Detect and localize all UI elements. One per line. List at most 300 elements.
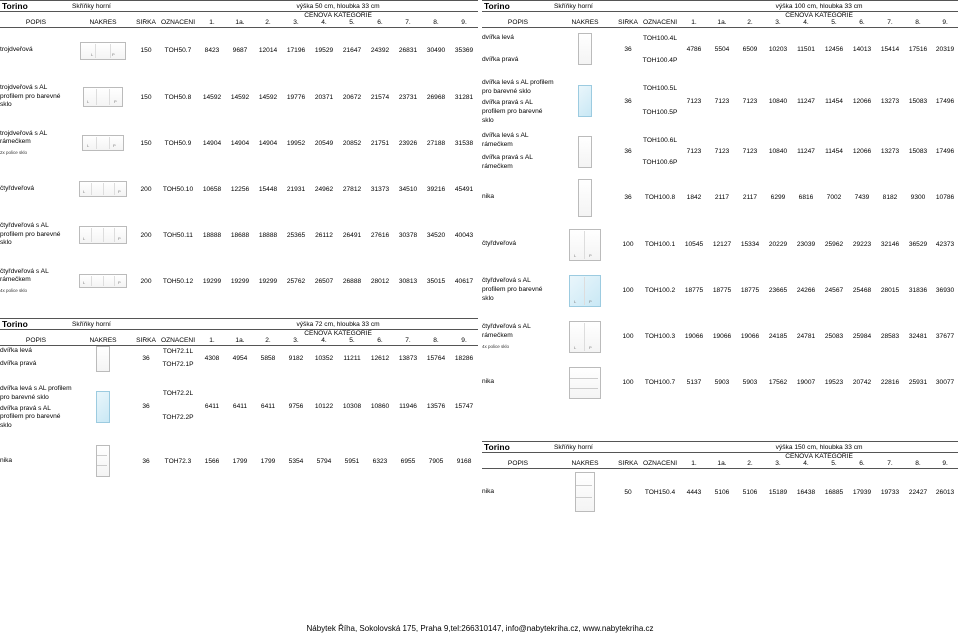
price-cell: 26112 (315, 231, 333, 239)
width-cell: 36 (142, 457, 150, 465)
col-header: NÁKRES (72, 19, 134, 27)
table-row (482, 268, 958, 314)
width-cell: 100 (622, 379, 634, 387)
price-cell: 26491 (342, 231, 362, 239)
price-cell: 12456 (824, 45, 844, 53)
price-cell: 40043 (454, 231, 474, 239)
price-cell: 37677 (935, 333, 955, 341)
price-cell: 5137 (686, 379, 702, 387)
price-cell: 25468 (852, 287, 872, 295)
price-cell: 32146 (880, 241, 900, 249)
price-cell: 9756 (288, 403, 304, 411)
price-cell: 12066 (852, 148, 872, 156)
price-cell: 25083 (824, 333, 844, 341)
price-cell: 9687 (232, 47, 248, 55)
price-cell: 6816 (798, 194, 814, 202)
price-table-72cm (0, 318, 478, 483)
price-cell: 7123 (714, 97, 730, 105)
table-72cm (0, 318, 478, 483)
width-cell: 36 (624, 194, 632, 202)
table-row (0, 74, 478, 120)
code-cell: TOH100.4L (643, 34, 677, 42)
dimensions: výška 72 cm, hloubka 33 cm (198, 319, 478, 330)
col-header: 5. (820, 19, 848, 27)
price-cell: 16438 (796, 488, 816, 496)
price-cell: 19007 (796, 379, 816, 387)
price-cell: 10658 (202, 185, 222, 193)
row-description: nika (482, 193, 495, 201)
cabinet-drawing-icon (578, 33, 592, 65)
price-cell: 17496 (935, 97, 955, 105)
code-cell: TOH50.7 (164, 47, 192, 55)
col-header: 9. (450, 19, 478, 27)
price-cell: 7123 (742, 97, 758, 105)
col-header: 5. (338, 19, 366, 27)
row-description: nika (482, 487, 495, 495)
price-cell: 15334 (740, 241, 760, 249)
table-row (0, 345, 478, 358)
price-cell: 19776 (286, 93, 306, 101)
price-cell: 26507 (314, 277, 334, 285)
row-note: 2x police sklo (0, 150, 28, 156)
cabinet-sketch (554, 27, 616, 71)
cabinet-sketch (72, 212, 134, 258)
price-cell: 23731 (398, 93, 418, 101)
col-header: POPIS (482, 19, 554, 27)
table-row (482, 468, 958, 516)
section-title: Torino (482, 442, 554, 453)
price-cell: 11247 (797, 97, 815, 105)
cabinet-drawing-icon: L P (79, 274, 127, 288)
price-category: CENOVÁ KATEGORIE (680, 12, 958, 20)
code-cell: TOH50.11 (163, 231, 193, 239)
row-description: dvířka pravá s AL rámečkem (482, 153, 533, 170)
price-cell: 14904 (258, 139, 278, 147)
col-header: 1. (680, 19, 708, 27)
cabinet-drawing-icon (578, 179, 592, 217)
price-cell: 6411 (232, 403, 248, 411)
row-description: nika (482, 378, 495, 386)
table-row (482, 130, 958, 152)
price-cell: 25962 (824, 241, 844, 249)
cabinet-sketch (72, 120, 134, 166)
price-cell: 15747 (454, 403, 474, 411)
row-description: nika (0, 456, 13, 464)
price-cell: 23665 (768, 287, 788, 295)
col-header: 6. (848, 460, 876, 468)
row-description: dvířka levá s AL profilem pro barevné sklo (0, 384, 72, 401)
width-cell: 100 (622, 287, 634, 295)
cabinet-drawing-icon: L P (569, 275, 601, 307)
price-cell: 12066 (852, 97, 872, 105)
price-cell: 22816 (880, 379, 900, 387)
code-cell: TOH100.5L (643, 84, 677, 92)
col-header: 5. (820, 460, 848, 468)
subtitle: Skříňky horní (72, 1, 198, 12)
price-cell: 6411 (204, 403, 220, 411)
price-cell: 40617 (454, 277, 474, 285)
price-cell: 25365 (286, 231, 306, 239)
code-cell: TOH100.6L (643, 137, 677, 145)
price-cell: 31836 (908, 287, 928, 295)
price-cell: 24266 (796, 287, 816, 295)
price-cell: 7002 (826, 194, 842, 202)
col-header: ŠÍŘKA (616, 460, 640, 468)
col-header: 1a. (226, 337, 254, 345)
price-cell: 25762 (286, 277, 306, 285)
price-cell: 20672 (342, 93, 362, 101)
price-cell: 17939 (852, 488, 872, 496)
price-cell: 10840 (768, 97, 788, 105)
col-header: 9. (450, 337, 478, 345)
price-category: CENOVÁ KATEGORIE (198, 12, 478, 20)
price-cell: 6411 (260, 403, 276, 411)
col-header: 2. (254, 337, 282, 345)
price-cell: 25931 (908, 379, 928, 387)
price-cell: 31538 (454, 139, 474, 147)
col-header: NÁKRES (72, 337, 134, 345)
cabinet-drawing-icon (578, 85, 592, 117)
price-cell: 11454 (825, 97, 843, 105)
col-header: 6. (366, 19, 394, 27)
price-cell: 28015 (880, 287, 900, 295)
price-cell: 18286 (454, 355, 474, 362)
price-cell: 18688 (230, 231, 250, 239)
price-cell: 20371 (314, 93, 334, 101)
col-header: NÁKRES (554, 460, 616, 468)
col-header: 8. (904, 460, 932, 468)
price-cell: 36930 (935, 287, 955, 295)
col-header: 8. (422, 19, 450, 27)
price-cell: 7123 (714, 148, 730, 156)
cabinet-drawing-icon (575, 472, 595, 512)
price-cell: 5794 (316, 457, 332, 465)
price-cell: 23039 (796, 241, 816, 249)
row-note: 4x police sklo (0, 288, 28, 294)
price-cell: 12256 (230, 185, 250, 193)
price-cell: 19066 (712, 333, 732, 341)
code-cell: TOH72.1L (162, 348, 194, 356)
price-cell: 9300 (910, 194, 926, 202)
col-header: 9. (932, 19, 958, 27)
price-cell: 32481 (908, 333, 928, 341)
cabinet-drawing-icon: L P (79, 181, 127, 197)
price-cell: 10860 (370, 403, 390, 411)
cabinet-sketch (72, 27, 134, 74)
price-cell: 10203 (768, 45, 788, 53)
row-description: čtyřdveřová s AL profilem pro barevné sklo (0, 221, 61, 247)
price-cell: 24185 (768, 333, 788, 341)
price-cell: 1566 (204, 457, 220, 465)
price-cell: 13873 (398, 355, 418, 362)
price-cell: 7123 (686, 97, 702, 105)
price-cell: 19523 (824, 379, 844, 387)
code-cell: TOH100.5P (642, 108, 678, 116)
price-cell: 10786 (935, 194, 955, 202)
row-description: dvířka pravá (482, 55, 519, 63)
price-cell: 15083 (908, 148, 928, 156)
code-cell: TOH72.2P (162, 414, 194, 422)
price-cell: 30077 (935, 379, 955, 387)
row-description: dvířka pravá s AL profilem pro barevné sklo (0, 404, 61, 430)
cabinet-drawing-icon (96, 391, 110, 423)
col-header: 4. (310, 19, 338, 27)
price-cell: 4954 (232, 355, 248, 362)
price-cell: 26831 (398, 47, 418, 55)
price-cell: 15189 (768, 488, 788, 496)
code-cell: TOH100.3 (644, 333, 676, 341)
width-cell: 150 (140, 139, 152, 147)
price-cell: 27188 (426, 139, 446, 147)
col-header: 1. (198, 19, 226, 27)
width-cell: 150 (140, 47, 152, 55)
col-header: NÁKRES (554, 19, 616, 27)
table-row (482, 174, 958, 222)
cabinet-sketch (554, 222, 616, 268)
price-table-100cm (482, 0, 958, 406)
price-cell: 23926 (398, 139, 418, 147)
code-cell: TOH50.8 (164, 93, 192, 101)
price-cell: 5504 (714, 45, 730, 53)
cabinet-sketch (554, 314, 616, 360)
code-cell: TOH100.4P (642, 56, 678, 64)
price-cell: 24781 (796, 333, 816, 341)
price-cell: 6955 (400, 457, 416, 465)
cabinet-sketch (554, 468, 616, 516)
col-header: 6. (848, 19, 876, 27)
price-cell: 17516 (908, 45, 928, 53)
col-header: ŠÍŘKA (616, 19, 640, 27)
code-cell: TOH100.2 (644, 287, 676, 295)
price-cell: 11946 (399, 403, 417, 411)
cabinet-sketch (72, 345, 134, 372)
price-cell: 7439 (854, 194, 870, 202)
price-cell: 11247 (797, 148, 815, 156)
col-header: 6. (366, 337, 394, 345)
price-cell: 10352 (314, 355, 334, 362)
cabinet-drawing-icon: L P (82, 135, 124, 151)
cabinet-sketch (72, 439, 134, 483)
price-cell: 10122 (314, 403, 334, 411)
price-cell: 10840 (768, 148, 788, 156)
price-cell: 26888 (342, 277, 362, 285)
price-cell: 9168 (456, 457, 472, 465)
table-row (482, 360, 958, 406)
price-cell: 11501 (797, 45, 815, 53)
width-cell: 36 (624, 45, 632, 53)
price-cell: 20549 (314, 139, 334, 147)
price-cell: 12014 (258, 47, 278, 55)
dimensions: výška 150 cm, hloubka 33 cm (680, 442, 958, 453)
price-cell: 5951 (344, 457, 360, 465)
row-description: dvířka levá (482, 33, 514, 41)
price-cell: 30813 (398, 277, 418, 285)
price-cell: 20742 (852, 379, 872, 387)
col-header: 1a. (708, 19, 736, 27)
subtitle: Skříňky horní (554, 442, 680, 453)
price-cell: 19066 (740, 333, 760, 341)
price-cell: 18888 (258, 231, 278, 239)
price-cell: 35369 (454, 47, 474, 55)
price-cell: 31281 (454, 93, 474, 101)
code-cell: TOH100.7 (644, 379, 676, 387)
price-cell: 2117 (742, 194, 758, 202)
col-header: 7. (394, 19, 422, 27)
width-cell: 50 (624, 488, 632, 496)
table-row (0, 212, 478, 258)
price-cell: 21931 (286, 185, 306, 193)
price-cell: 6299 (770, 194, 786, 202)
col-header: 7. (876, 19, 904, 27)
table-row (0, 27, 478, 74)
section-title: Torino (0, 319, 72, 330)
cabinet-drawing-icon: L P (79, 226, 127, 244)
col-header: 4. (310, 337, 338, 345)
col-header: 3. (764, 460, 792, 468)
price-cell: 15764 (426, 355, 446, 362)
price-cell: 24567 (824, 287, 844, 295)
price-cell: 14904 (202, 139, 222, 147)
price-cell: 4308 (204, 355, 220, 362)
width-cell: 36 (624, 97, 632, 105)
price-cell: 8182 (882, 194, 898, 202)
price-cell: 17562 (768, 379, 788, 387)
price-cell: 5903 (742, 379, 758, 387)
cabinet-sketch (72, 166, 134, 212)
price-cell: 21574 (370, 93, 390, 101)
col-header: POPIS (482, 460, 554, 468)
cabinet-drawing-icon (578, 136, 592, 168)
price-cell: 19733 (880, 488, 900, 496)
price-cell: 8423 (204, 47, 220, 55)
price-cell: 18775 (684, 287, 704, 295)
table-row (0, 258, 478, 304)
col-header: 8. (422, 337, 450, 345)
row-description: čtyřdveřová (0, 184, 35, 192)
price-cell: 11454 (825, 148, 843, 156)
cabinet-sketch (72, 74, 134, 120)
price-cell: 14592 (230, 93, 250, 101)
row-description: dvířka levá s AL profilem pro barevné sklo (482, 79, 554, 95)
price-cell: 22427 (908, 488, 928, 496)
price-cell: 11211 (343, 355, 361, 362)
row-description: čtyřdveřová s AL rámečkem 4x police sklo (482, 314, 554, 360)
col-header: OZNAČENÍ (640, 19, 680, 27)
col-header: 2. (736, 19, 764, 27)
price-cell: 20852 (342, 139, 362, 147)
width-cell: 36 (142, 355, 150, 362)
price-cell: 24962 (314, 185, 334, 193)
table-100cm (482, 0, 958, 406)
width-cell: 200 (140, 185, 152, 193)
code-cell: TOH100.1 (644, 241, 676, 249)
price-cell: 20319 (935, 45, 955, 53)
price-cell: 21751 (370, 139, 390, 147)
col-header: ŠÍŘKA (134, 337, 158, 345)
col-header: 2. (736, 460, 764, 468)
price-cell: 14904 (230, 139, 250, 147)
price-cell: 6509 (742, 45, 758, 53)
price-cell: 19952 (286, 139, 306, 147)
price-cell: 1799 (260, 457, 276, 465)
price-cell: 5106 (714, 488, 730, 496)
price-category: CENOVÁ KATEGORIE (198, 330, 478, 338)
price-cell: 28583 (880, 333, 900, 341)
price-cell: 16885 (824, 488, 844, 496)
code-cell: TOH50.9 (164, 139, 192, 147)
price-category: CENOVÁ KATEGORIE (680, 453, 958, 461)
width-cell: 100 (622, 241, 634, 249)
price-cell: 4443 (686, 488, 702, 496)
cabinet-sketch (554, 174, 616, 222)
price-cell: 6323 (372, 457, 388, 465)
cabinet-drawing-icon: L P (569, 229, 601, 261)
width-cell: 36 (142, 403, 150, 411)
subtitle: Skříňky horní (554, 1, 680, 12)
col-header: 1. (198, 337, 226, 345)
price-cell: 5903 (714, 379, 730, 387)
price-cell: 19299 (202, 277, 222, 285)
price-cell: 42373 (935, 241, 955, 249)
table-150cm (482, 441, 958, 516)
header-row (0, 337, 478, 345)
table-row (482, 314, 958, 360)
price-cell: 34510 (398, 185, 418, 193)
price-cell: 35015 (426, 277, 446, 285)
col-header: POPIS (0, 19, 72, 27)
cabinet-sketch (554, 77, 616, 126)
price-cell: 13273 (880, 97, 900, 105)
price-cell: 14592 (202, 93, 222, 101)
header-row (0, 19, 478, 27)
col-header: 1. (680, 460, 708, 468)
price-cell: 18775 (740, 287, 760, 295)
price-cell: 39216 (426, 185, 446, 193)
code-cell: TOH150.4 (644, 488, 676, 496)
table-row (482, 77, 958, 99)
price-cell: 15448 (258, 185, 278, 193)
col-header: OZNAČENÍ (158, 337, 198, 345)
cabinet-drawing-icon (569, 367, 601, 399)
row-description: dvířka levá s AL rámečkem (482, 131, 529, 148)
price-cell: 20229 (768, 241, 788, 249)
cabinet-drawing-icon: L P (80, 42, 126, 60)
price-cell: 12612 (370, 355, 390, 362)
cabinet-drawing-icon: L P (569, 321, 601, 353)
row-description: čtyřdveřová s AL profilem pro barevné sklo (482, 277, 543, 303)
price-cell: 7123 (686, 148, 702, 156)
table-row (482, 27, 958, 49)
price-cell: 31373 (370, 185, 390, 193)
price-cell: 19066 (684, 333, 704, 341)
price-cell: 5354 (288, 457, 304, 465)
col-header: 5. (338, 337, 366, 345)
price-cell: 18775 (712, 287, 732, 295)
header-row (482, 19, 958, 27)
row-description: čtyřdveřová s AL rámečkem 4x police sklo (0, 258, 72, 304)
cabinet-sketch (72, 383, 134, 432)
col-header: 2. (254, 19, 282, 27)
price-cell: 10545 (684, 241, 704, 249)
cabinet-sketch (554, 130, 616, 174)
row-description: trojdveřová s AL rámečkem 2x police sklo (0, 120, 72, 166)
code-cell: TOH100.6P (642, 159, 678, 167)
row-description: dvířka pravá s AL profilem pro barevné sklo (482, 99, 543, 124)
table-row (0, 383, 478, 405)
price-cell: 21647 (342, 47, 362, 55)
width-cell: 200 (140, 231, 152, 239)
cabinet-drawing-icon (96, 346, 110, 372)
